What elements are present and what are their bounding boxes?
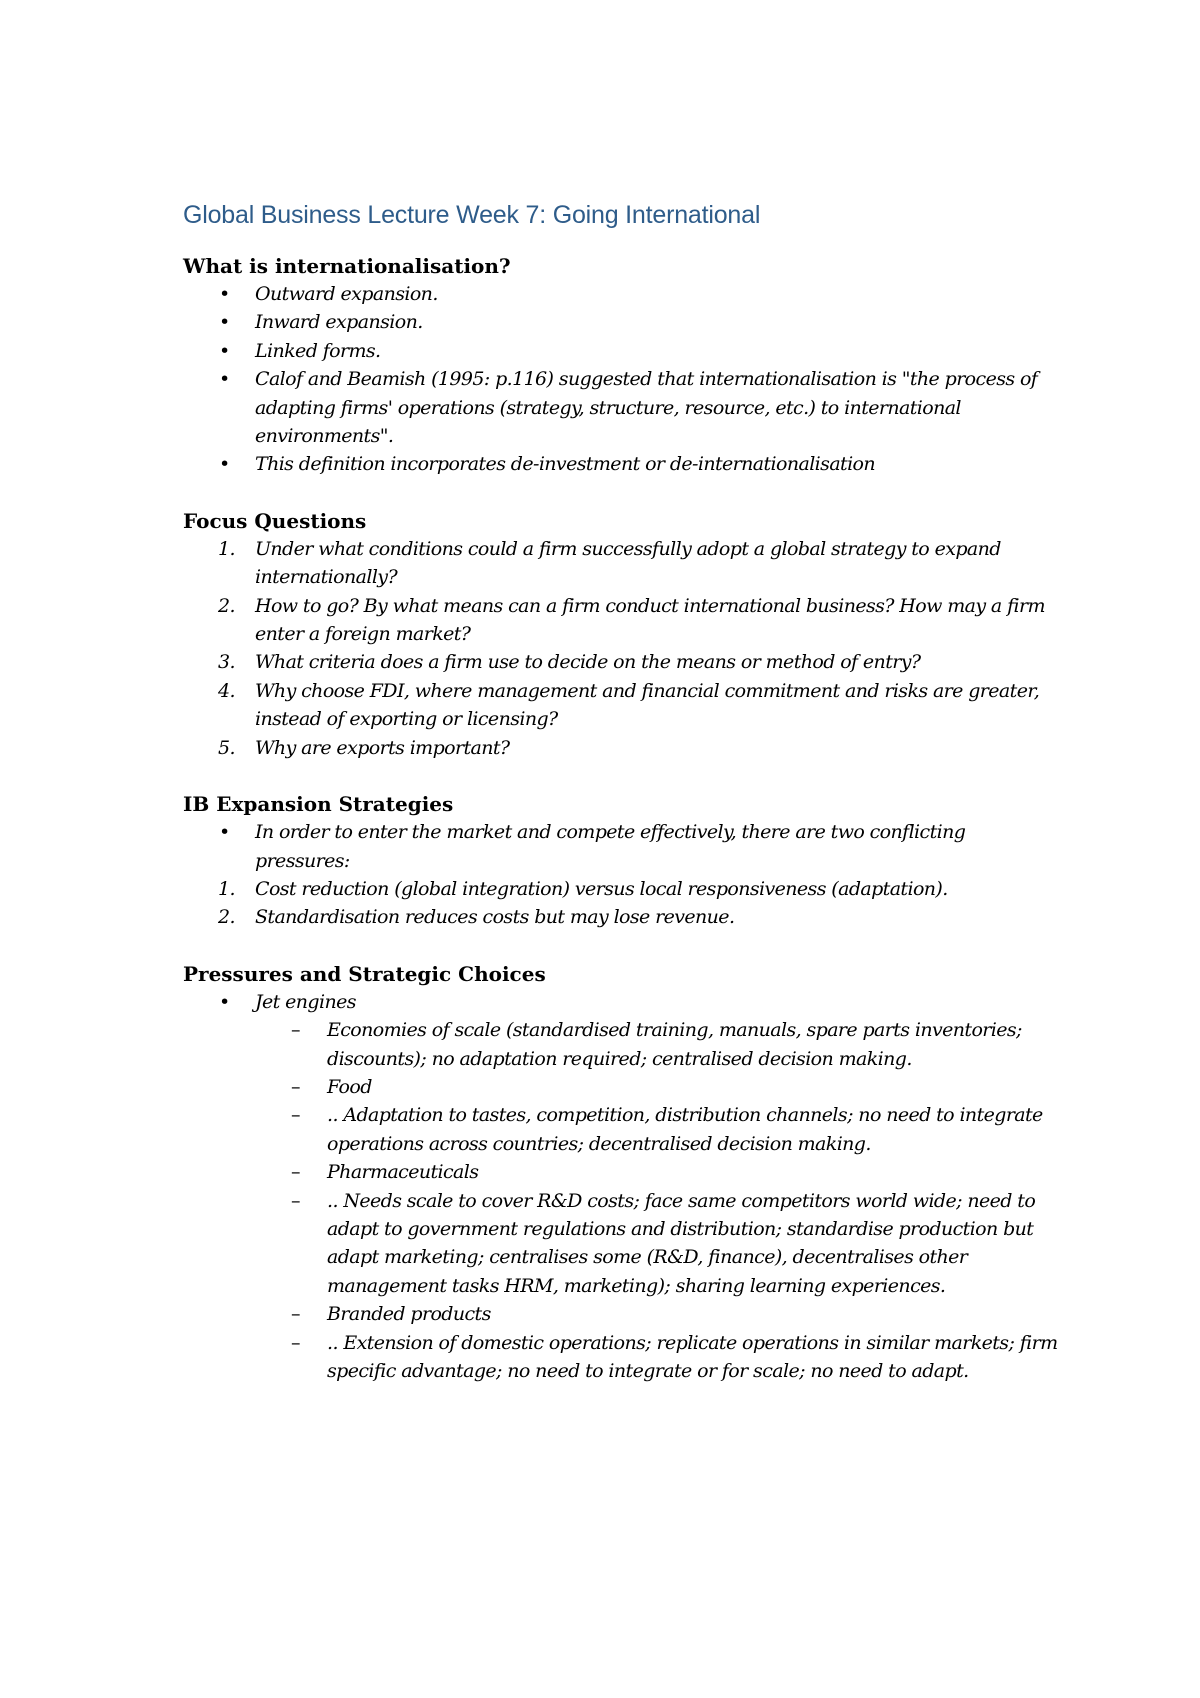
section-ib-expansion-strategies: [183, 790, 1063, 932]
number-marker: 3.: [218, 651, 235, 674]
document-title: Global Business Lecture Week 7: Going International: [183, 201, 761, 229]
list-item-text: Why choose FDI, where management and financial commitment and risks are greater, instead of exporting or licensing?: [255, 679, 1040, 731]
sub-list-item: [183, 1300, 1063, 1328]
numbered-item: [183, 648, 1063, 676]
list-item-text: Calof and Beamish (1995: p.116) suggested that internationalisation is "the process of adapting firms' operations (strategy, structure, resource, etc.) to international environments".: [255, 368, 1038, 448]
number-marker: 1.: [218, 877, 235, 900]
list-item-text: Outward expansion.: [255, 283, 438, 305]
bullet-marker: •: [219, 368, 230, 391]
number-marker: 4.: [218, 679, 235, 702]
list-item-text: Standardisation reduces costs but may lose revenue.: [255, 906, 735, 929]
numbered-item: [183, 734, 1063, 762]
section-heading: IB Expansion Strategies: [183, 792, 454, 817]
list-item: [183, 337, 1063, 365]
document-page: [183, 196, 1063, 1413]
dash-marker: –: [291, 1189, 300, 1212]
numbered-item: [183, 903, 1063, 931]
list-item-text: Under what conditions could a firm successfully adopt a global strategy to expand internationally?: [255, 537, 1001, 589]
number-marker: 5.: [218, 736, 235, 759]
list-item-text: How to go? By what means can a firm conduct international business? How may a firm enter a foreign market?: [255, 594, 1045, 646]
list-item-text: Economies of scale (standardised training, manuals, spare parts inventories; discounts); no adaptation required; centralised decision making.: [327, 1019, 1022, 1070]
bullet-marker: •: [219, 283, 230, 305]
bullet-marker: •: [219, 453, 230, 476]
number-marker: 1.: [218, 537, 235, 560]
section-heading: What is internationalisation?: [183, 254, 511, 278]
bullet-marker: •: [219, 821, 230, 844]
list-item-text: .. Adaptation to tastes, competition, distribution channels; no need to integrate operations across countries; decentralised decision making.: [327, 1104, 1043, 1155]
list-item-text: Cost reduction (global integration) versus local responsiveness (adaptation).: [255, 877, 948, 900]
section-pressures-and-strategic-choices: [183, 960, 1063, 1386]
number-marker: 2.: [218, 906, 235, 929]
sub-list-item: [183, 1187, 1063, 1301]
list-item: [183, 308, 1063, 336]
list-item-text: Linked forms.: [255, 339, 381, 362]
dash-marker: –: [291, 1331, 300, 1354]
list-item-text: Inward expansion.: [255, 311, 423, 334]
dash-marker: –: [291, 1075, 300, 1098]
sub-list-item: [183, 1158, 1063, 1186]
list-item: [183, 818, 1063, 875]
list-item-text: Why are exports important?: [255, 736, 510, 759]
bullet-marker: •: [219, 339, 230, 362]
list-item-text: What criteria does a firm use to decide on the means or method of entry?: [255, 651, 921, 674]
list-item: [183, 450, 1063, 478]
list-item: [183, 365, 1063, 450]
numbered-item: [183, 677, 1063, 734]
dash-marker: –: [291, 1303, 300, 1326]
list-item-text: Branded products: [327, 1303, 491, 1326]
section-what-is-internationalisation: [183, 252, 1063, 479]
list-item-text: In order to enter the market and compete effectively, there are two conflicting pressures:: [255, 821, 966, 872]
sub-list-item: [183, 1073, 1063, 1101]
dash-marker: –: [291, 1161, 300, 1184]
list-item-text: .. Needs scale to cover R&D costs; face same competitors world wide; need to adapt to government regulations and distribution; standardise production but adapt marketing; centralises some (R&D, finance), decentralises other management tasks HRM, marketing); sharing learning experiences.: [327, 1189, 1036, 1297]
list-item-text: Food: [327, 1075, 372, 1098]
list-item-text: Jet engines: [255, 990, 356, 1013]
list-item: [183, 280, 1063, 308]
dash-marker: –: [291, 1019, 300, 1042]
sub-list-item: [183, 1329, 1063, 1386]
list-item-text: This definition incorporates de-investment or de-internationalisation: [255, 453, 876, 476]
bullet-marker: •: [219, 990, 230, 1013]
dash-marker: –: [291, 1104, 300, 1127]
section-heading: Pressures and Strategic Choices: [183, 961, 546, 986]
list-item-text: .. Extension of domestic operations; replicate operations in similar markets; firm specific advantage; no need to integrate or for scale; no need to adapt.: [327, 1331, 1058, 1382]
number-marker: 2.: [218, 594, 235, 617]
bullet-marker: •: [219, 311, 230, 334]
numbered-item: [183, 875, 1063, 903]
list-item-text: Pharmaceuticals: [327, 1161, 479, 1184]
list-item: [183, 988, 1063, 1016]
section-focus-questions: [183, 507, 1063, 762]
sub-list-item: [183, 1101, 1063, 1158]
numbered-item: [183, 592, 1063, 649]
sub-list-item: [183, 1016, 1063, 1073]
section-heading: Focus Questions: [183, 508, 367, 533]
numbered-item: [183, 535, 1063, 592]
